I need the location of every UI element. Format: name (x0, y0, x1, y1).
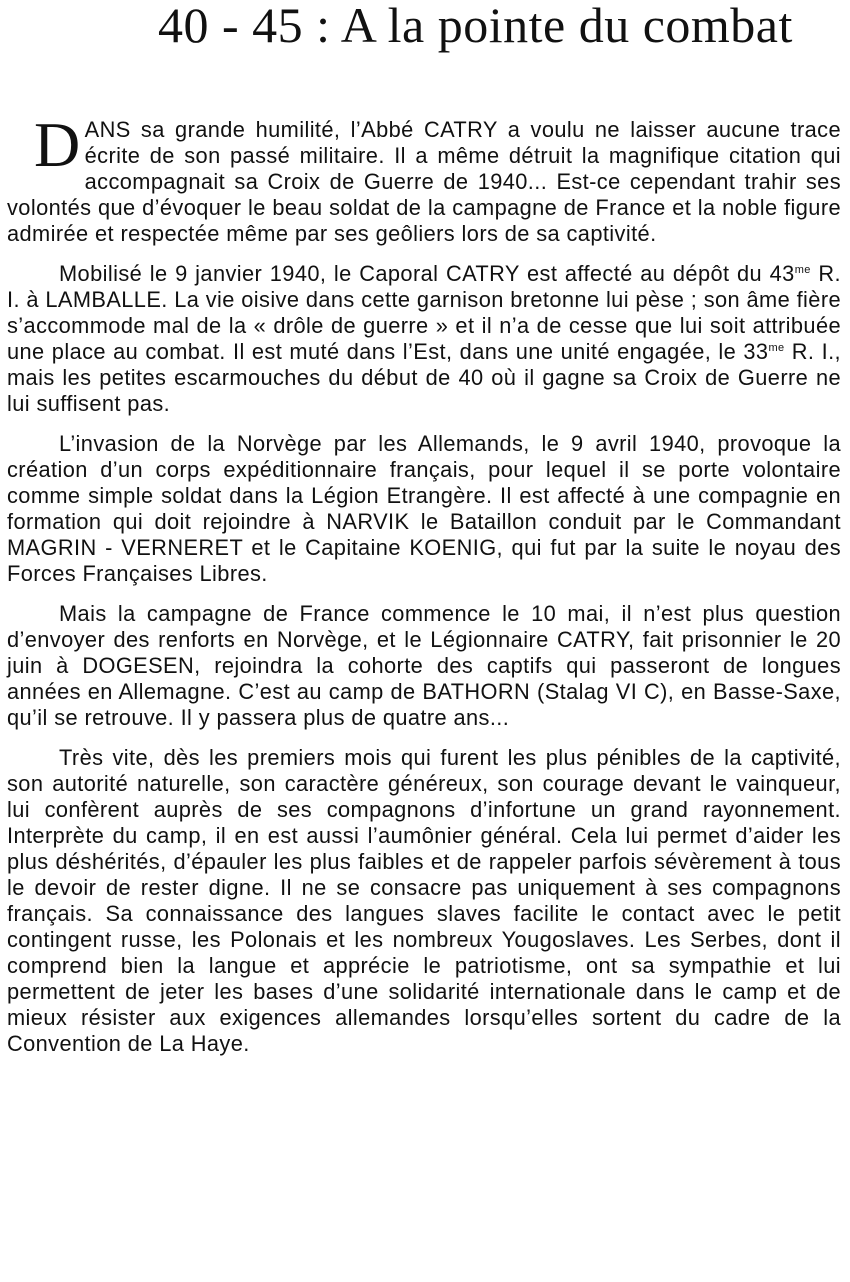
paragraph-1-text: ANS sa grande humilité, l’Abbé CATRY a voulu ne laisser aucune trace écrite de son passé militaire. Il a même détruit la magnifique citation qui accompagnait sa Croix de Guerre de 1940... Est-ce cependant trahir ses volontés que d’évoquer le beau soldat de la campagne de France et la noble figure admirée et respectée même par ses geôliers lors de sa captivité. (7, 117, 841, 246)
paragraph-2-part-b: R. I. à LAMBALLE. La vie oisive dans cette garnison bretonne lui pèse ; son âme fière s’accommode mal de la « drôle de guerre » et il n’a de cesse que lui soit attribuée une place au combat. Il est muté dans l’Est, dans une unité engagée, le 33 (7, 261, 841, 364)
paragraph-1 (7, 109, 841, 247)
paragraph-2 (7, 261, 841, 417)
paragraph-2-part-c: R. I., mais les petites escarmouches du début de 40 où il gagne sa Croix de Guerre ne lui suffisent pas. (7, 339, 841, 416)
paragraph-2-part-a: Mobilisé le 9 janvier 1940, le Caporal CATRY est affecté au dépôt du 43 (59, 261, 795, 286)
paragraph-5: Très vite, dès les premiers mois qui furent les plus pénibles de la captivité, son autorité naturelle, son caractère généreux, son courage devant le vainqueur, lui confèrent auprès de ses compagnons d’infortune un grand rayonnement. Interprète du camp, il en est aussi l’aumônier général. Cela lui permet d’aider les plus déshérités, d’épauler les plus faibles et de rappeler parfois sévèrement à tous le devoir de rester digne. Il ne se consacre pas uniquement à ses compagnons français. Sa connaissance des langues slaves facilite le contact avec le petit contingent russe, les Polonais et les nombreux Yougoslaves. Les Serbes, dont il comprend bien la langue et apprécie le patriotisme, ont sa sympathie et lui permettent de jeter les bases d’une solidarité internationale dans le camp et de mieux résister aux exigences allemandes lorsqu’elles sortent du cadre de la Convention de La Haye. (7, 745, 841, 1056)
drop-cap: D (34, 109, 81, 180)
page-title: 40 - 45 : A la pointe du combat (158, 0, 793, 53)
paragraph-3: L’invasion de la Norvège par les Allemands, le 9 avril 1940, provoque la création d’un corps expéditionnaire français, pour lequel il se porte volontaire comme simple soldat dans la Légion Etrangère. Il est affecté à une compagnie en formation qui doit rejoindre à NARVIK le Bataillon conduit par le Commandant MAGRIN - VERNERET et le Capitaine KOENIG, qui fut par la suite le noyau des Forces Françaises Libres. (7, 431, 841, 586)
article-body (7, 109, 841, 1071)
ordinal-suffix: me (794, 264, 811, 276)
paragraph-4: Mais la campagne de France commence le 10 mai, il n’est plus question d’envoyer des renforts en Norvège, et le Légionnaire CATRY, fait prisonnier le 20 juin à DOGESEN, rejoindra la cohorte des captifs qui passeront de longues années en Allemagne. C’est au camp de BATHORN (Stalag VI C), en Basse-Saxe, qu’il se retrouve. Il y passera plus de quatre ans... (7, 601, 841, 730)
ordinal-suffix: me (768, 342, 785, 354)
